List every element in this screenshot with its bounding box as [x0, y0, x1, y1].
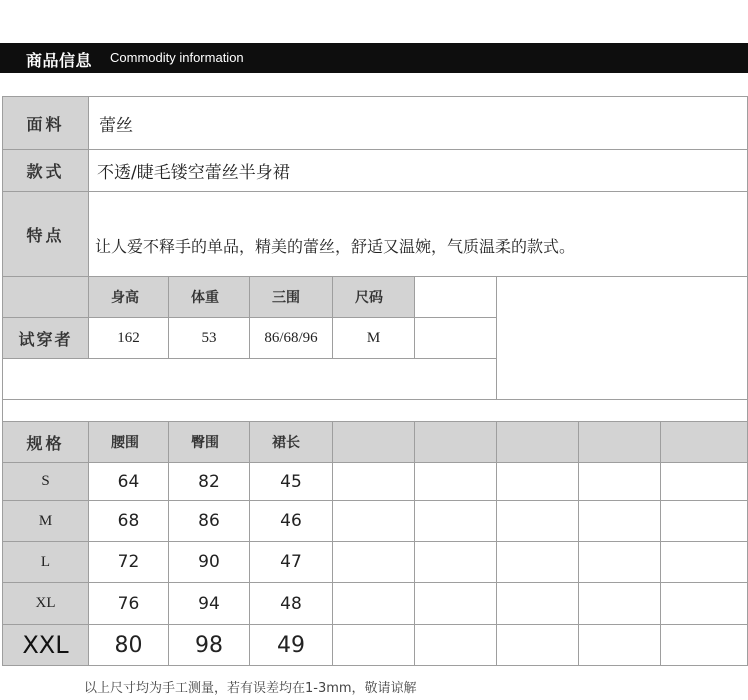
model-header-corner: [2, 276, 89, 318]
size-value: 64: [88, 462, 169, 501]
size-header-hip: 臀围: [168, 421, 250, 463]
size-blank-cell: [414, 462, 497, 501]
style-value: 不透/睫毛镂空蕾丝半身裙: [88, 149, 748, 192]
feature-value: 让人爱不释手的单品，精美的蕾丝，舒适又温婉，气质温柔的款式。: [88, 191, 748, 277]
size-header-length: 裙长: [249, 421, 333, 463]
model-header-blank: [414, 276, 497, 318]
size-blank-cell: [578, 582, 661, 625]
size-value: 46: [249, 500, 333, 542]
size-name: S: [2, 462, 89, 501]
size-blank-cell: [414, 582, 497, 625]
size-value: 72: [88, 541, 169, 583]
feature-label: 特点: [2, 191, 89, 277]
size-blank-cell: [660, 500, 748, 542]
size-blank-cell: [332, 462, 415, 501]
size-name: XXL: [2, 624, 89, 666]
size-value: 47: [249, 541, 333, 583]
size-blank-cell: [660, 541, 748, 583]
size-blank-cell: [578, 624, 661, 666]
size-blank-cell: [660, 582, 748, 625]
size-blank-cell: [414, 541, 497, 583]
size-header-blank: [496, 421, 579, 463]
style-label: 款式: [2, 149, 89, 192]
section-header: [0, 43, 748, 73]
size-blank-cell: [332, 500, 415, 542]
size-header-blank: [578, 421, 661, 463]
size-blank-cell: [414, 624, 497, 666]
size-value: 48: [249, 582, 333, 625]
section-title-cn: 商品信息: [26, 51, 93, 70]
size-label: 规格: [2, 421, 89, 463]
size-value: 80: [88, 624, 169, 666]
model-weight-value: 53: [168, 317, 250, 359]
size-blank-cell: [496, 541, 579, 583]
size-value: 82: [168, 462, 250, 501]
size-value: 90: [168, 541, 250, 583]
size-value: 76: [88, 582, 169, 625]
size-name: L: [2, 541, 89, 583]
size-name: XL: [2, 582, 89, 625]
size-blank-cell: [414, 500, 497, 542]
size-blank-cell: [496, 500, 579, 542]
size-blank-cell: [578, 500, 661, 542]
model-height-value: 162: [88, 317, 169, 359]
model-measurements-value: 86/68/96: [249, 317, 333, 359]
size-blank-cell: [496, 624, 579, 666]
model-value-blank: [414, 317, 497, 359]
size-name: M: [2, 500, 89, 542]
section-title-en: Commodity information: [110, 50, 244, 65]
fabric-value: 蕾丝: [88, 96, 748, 150]
size-header-blank: [414, 421, 497, 463]
measurement-note: 以上尺寸均为手工测量，若有误差均在1-3mm，敬请谅解: [84, 681, 417, 696]
size-blank-cell: [578, 462, 661, 501]
size-header-waist: 腰围: [88, 421, 169, 463]
size-blank-cell: [660, 462, 748, 501]
size-blank-cell: [332, 624, 415, 666]
model-header-weight: 体重: [168, 276, 250, 318]
model-header-measurements: 三围: [249, 276, 333, 318]
spacer-row: [2, 399, 748, 422]
size-value: 68: [88, 500, 169, 542]
size-value: 86: [168, 500, 250, 542]
model-side-blank: [496, 276, 748, 400]
model-header-size: 尺码: [332, 276, 415, 318]
size-blank-cell: [660, 624, 748, 666]
model-size-value: M: [332, 317, 415, 359]
size-value: 49: [249, 624, 333, 666]
model-label: 试穿者: [2, 317, 89, 359]
size-value: 45: [249, 462, 333, 501]
size-blank-cell: [578, 541, 661, 583]
model-header-height: 身高: [88, 276, 169, 318]
model-blank-row: [2, 358, 497, 400]
size-blank-cell: [496, 582, 579, 625]
size-header-blank: [660, 421, 748, 463]
size-value: 94: [168, 582, 250, 625]
size-header-blank: [332, 421, 415, 463]
fabric-label: 面料: [2, 96, 89, 150]
size-blank-cell: [332, 541, 415, 583]
size-blank-cell: [496, 462, 579, 501]
size-value: 98: [168, 624, 250, 666]
size-blank-cell: [332, 582, 415, 625]
